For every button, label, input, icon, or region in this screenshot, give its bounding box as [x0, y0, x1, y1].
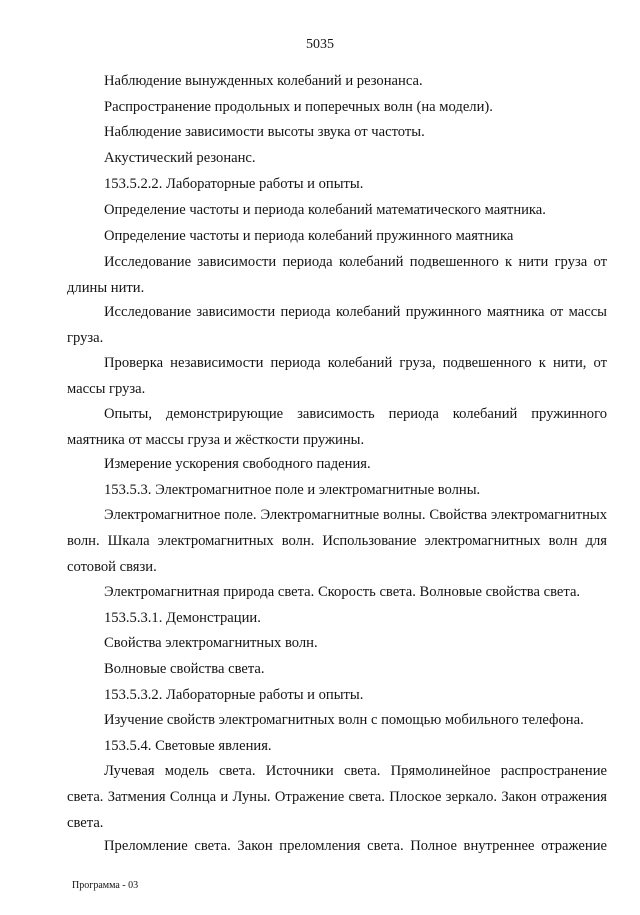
paragraph-free-fall: Измерение ускорения свободного падения.: [104, 456, 371, 472]
footer-program-label: Программа - 03: [72, 880, 139, 891]
page-number: 5035: [306, 37, 334, 52]
section-heading-153-5-2-2: 153.5.2.2. Лабораторные работы и опыты.: [104, 176, 364, 192]
paragraph-spring-pendulum: Определение частоты и периода колебаний пружинного маятника: [104, 228, 514, 244]
paragraph-mobile-phone-study: Изучение свойств электромагнитных волн с помощью мобильного телефона.: [104, 712, 584, 728]
paragraph-stiffness-experiments: Опыты, демонстрирующие зависимость периода колебаний пружинного маятника от массы груза и жёсткости пружины.: [67, 406, 607, 448]
paragraph-refraction: Преломление света. Закон преломления света. Полное внутреннее отражение: [104, 838, 607, 854]
paragraph-acoustic-resonance: Акустический резонанс.: [104, 150, 256, 166]
paragraph-wave-properties: Волновые свойства света.: [104, 661, 265, 677]
section-heading-153-5-4: 153.5.4. Световые явления.: [104, 738, 272, 754]
paragraph-ray-model: Лучевая модель света. Источники света. Прямолинейное распространение света. Затмения Солнца и Луны. Отражение света. Плоское зеркало. Закон отражения света.: [67, 763, 607, 831]
paragraph-light-nature: Электромагнитная природа света. Скорость света. Волновые свойства света.: [104, 584, 581, 600]
section-heading-153-5-3-1: 153.5.3.1. Демонстрации.: [104, 610, 261, 626]
paragraph-forced-oscillations: Наблюдение вынужденных колебаний и резонанса.: [104, 73, 423, 89]
paragraph-pitch-frequency: Наблюдение зависимости высоты звука от частоты.: [104, 124, 425, 140]
paragraph-spring-mass-study: Исследование зависимости периода колебаний пружинного маятника от массы груза.: [67, 304, 607, 346]
section-heading-153-5-3: 153.5.3. Электромагнитное поле и электромагнитные волны.: [104, 482, 481, 498]
section-heading-153-5-3-2: 153.5.3.2. Лабораторные работы и опыты.: [104, 687, 364, 703]
paragraph-thread-length-study: Исследование зависимости периода колебаний подвешенного к нити груза от длины нити.: [67, 254, 607, 296]
paragraph-wave-propagation: Распространение продольных и поперечных волн (на модели).: [104, 99, 493, 115]
paragraph-math-pendulum: Определение частоты и периода колебаний математического маятника.: [104, 202, 546, 218]
paragraph-mass-independence: Проверка независимости периода колебаний груза, подвешенного к нити, от массы груза.: [67, 355, 607, 397]
paragraph-em-field: Электромагнитное поле. Электромагнитные волны. Свойства электромагнитных волн. Шкала электромагнитных волн. Использование электромагнитных волн для сотовой связи.: [67, 507, 607, 575]
paragraph-em-properties: Свойства электромагнитных волн.: [104, 635, 318, 651]
